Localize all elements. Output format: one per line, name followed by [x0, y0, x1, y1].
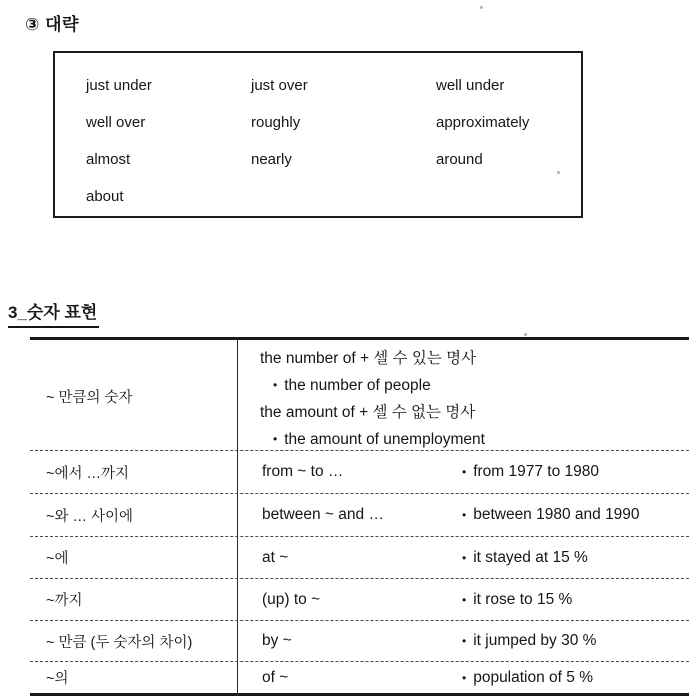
example-line: [260, 372, 689, 399]
korean-label-cell: ~의: [30, 662, 238, 693]
bullet-icon: •: [462, 465, 467, 479]
bullet-icon: •: [462, 508, 467, 522]
pattern-text: the number of + 셀 수 있는 명사: [260, 350, 477, 367]
bullet-icon: •: [462, 550, 467, 565]
pattern-cell: at ~: [262, 548, 289, 566]
approx-word: well under: [436, 77, 505, 94]
example-text: the amount of unemployment: [284, 431, 485, 448]
example-text: the number of people: [284, 377, 431, 394]
pattern-cell: by ~: [262, 632, 292, 649]
example-text: it rose to 15 %: [473, 590, 573, 608]
example-text: population of 5 %: [473, 668, 593, 686]
table-row: [30, 578, 689, 620]
number-expressions-table: [30, 337, 689, 696]
example-cell: [462, 549, 689, 567]
table-row: [30, 340, 689, 450]
approx-word: just under: [86, 77, 152, 94]
korean-label-cell: ~와 … 사이에: [30, 494, 238, 536]
pattern-cell: [238, 340, 689, 453]
table-row: [30, 493, 689, 536]
approx-word: almost: [86, 151, 131, 168]
example-cell: [462, 669, 689, 687]
approx-word: roughly: [251, 114, 301, 131]
korean-label-cell: ~ 만큼의 숫자: [30, 340, 238, 453]
approx-word: well over: [86, 114, 146, 131]
bullet-icon: •: [462, 634, 467, 648]
pattern-cell: from ~ to …: [262, 463, 344, 480]
pattern-cell: of ~: [262, 668, 289, 686]
example-cell: [462, 591, 689, 609]
bullet-icon: •: [273, 432, 278, 446]
example-line: [260, 426, 689, 453]
example-cell: [462, 632, 689, 650]
scan-speck: [524, 333, 527, 336]
pattern-line: [260, 399, 689, 426]
approx-word: just over: [251, 77, 308, 94]
pattern-line: [260, 345, 689, 372]
example-text: it stayed at 15 %: [473, 548, 588, 566]
table-row: [30, 450, 689, 493]
pattern-cell: (up) to ~: [262, 590, 321, 608]
approx-words-grid: [55, 53, 581, 215]
example-text: between 1980 and 1990: [473, 506, 640, 523]
section-title-number-expressions: 3_숫자 표현: [8, 298, 99, 328]
bullet-icon: •: [273, 378, 278, 392]
scan-speck: [480, 6, 483, 9]
approx-word: around: [436, 151, 483, 168]
example-text: it jumped by 30 %: [473, 632, 597, 649]
korean-label-cell: ~까지: [30, 579, 238, 620]
approx-words-box: [53, 51, 583, 218]
korean-label-cell: ~에: [30, 537, 238, 578]
korean-label-cell: ~ 만큼 (두 숫자의 차이): [30, 621, 238, 661]
approx-word: about: [86, 188, 124, 205]
bullet-icon: •: [462, 592, 467, 607]
approx-word: nearly: [251, 151, 292, 168]
example-cell: [462, 506, 689, 524]
table-row: [30, 536, 689, 578]
table-row: [30, 620, 689, 661]
scan-speck: [557, 171, 560, 174]
korean-label-cell: ~에서 …까지: [30, 451, 238, 493]
table-row: [30, 661, 689, 693]
example-cell: [462, 463, 689, 481]
pattern-text: the amount of + 셀 수 없는 명사: [260, 404, 476, 421]
pattern-cell: between ~ and …: [262, 506, 384, 523]
example-text: from 1977 to 1980: [473, 463, 600, 480]
approx-word: approximately: [436, 114, 530, 131]
bullet-icon: •: [462, 670, 467, 685]
heading-approx: ③ 대략: [25, 15, 79, 34]
